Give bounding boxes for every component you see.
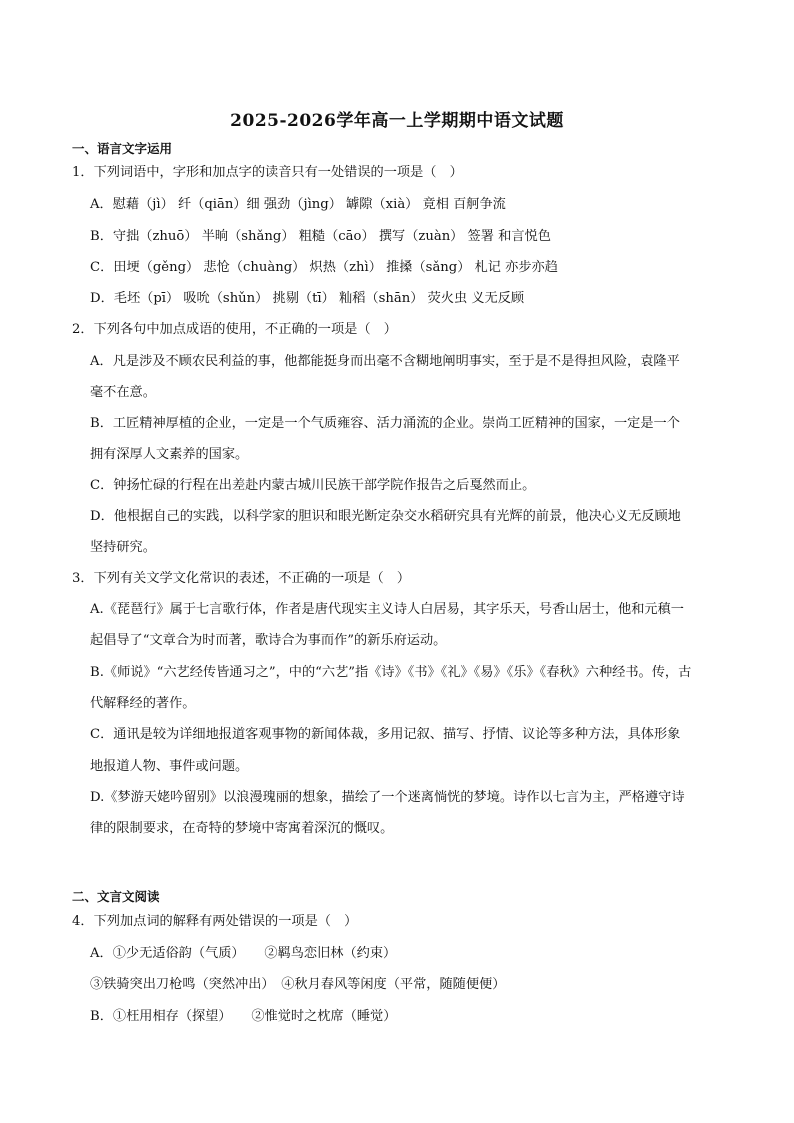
question-3-option-d: D.《梦游天姥吟留别》以浪漫瑰丽的想象，描绘了一个迷离惝恍的梦境。诗作以七言为主，严格遵守诗 bbox=[90, 790, 685, 805]
question-3-option-b: B.《师说》“六艺经传皆通习之”，中的“六艺”指《诗》《书》《礼》《易》《乐》《春秋》六种经书。传，古 bbox=[90, 665, 692, 680]
question-3-option-c-cont: 地报道人物、事件或问题。 bbox=[90, 759, 249, 774]
question-4-stem: 4．下列加点词的解释有两处错误的一项是（ ） bbox=[72, 914, 358, 929]
question-1-option-b: B．守拙（zhuō） 半晌（shǎng） 粗糙（cāo） 撰写（zuàn） 签署 和言悦色 bbox=[90, 229, 551, 244]
question-2-option-d-cont: 坚持研究。 bbox=[90, 540, 156, 555]
question-1-option-a: A．慰藉（jì） 纤（qiān）细 强劲（jìng） 罅隙（xià） 竟相 百舸争流 bbox=[90, 197, 506, 212]
question-2-option-b: B．工匠精神厚植的企业，一定是一个气质雍容、活力涌流的企业。崇尚工匠精神的国家，一定是一个 bbox=[90, 416, 680, 431]
question-2-option-b-cont: 拥有深厚人文素养的国家。 bbox=[90, 447, 249, 462]
question-2-stem: 2．下列各句中加点成语的使用，不正确的一项是（ ） bbox=[72, 322, 397, 337]
section-heading-language-use: 一、语言文字运用 bbox=[72, 141, 173, 156]
question-3-option-d-cont: 律的限制要求，在奇特的梦境中寄寓着深沉的慨叹。 bbox=[90, 821, 394, 836]
question-3-option-a-cont: 起倡导了“文章合为时而著，歌诗合为事而作”的新乐府运动。 bbox=[90, 633, 447, 648]
question-3-option-a: A.《琵琶行》属于七言歌行体，作者是唐代现实主义诗人白居易，其字乐天，号香山居士，他和元稹一 bbox=[90, 602, 684, 617]
section-heading-classical-reading: 二、文言文阅读 bbox=[72, 889, 160, 904]
page-title: 2025-2026学年高一上学期期中语文试题 bbox=[230, 111, 564, 131]
question-4-option-a: A．①少无适俗韵（气质） ②羁鸟恋旧林（约束） bbox=[90, 946, 397, 961]
question-3-stem: 3．下列有关文学文化常识的表述，不正确的一项是（ ） bbox=[72, 571, 411, 586]
question-2-option-c: C．钟扬忙碌的行程在出差赴内蒙古城川民族干部学院作报告之后戛然而止。 bbox=[90, 478, 536, 493]
question-1-option-c: C．田埂（gěng） 悲怆（chuàng） 炽热（zhì） 推搡（sǎng） 札记 亦步亦趋 bbox=[90, 260, 558, 275]
question-3-option-b-cont: 代解释经的著作。 bbox=[90, 696, 196, 711]
question-1-stem: 1．下列词语中，字形和加点字的读音只有一处错误的一项是（ ） bbox=[72, 165, 463, 180]
question-3-option-c: C．通讯是较为详细地报道客观事物的新闻体裁，多用记叙、描写、抒情、议论等多种方法，具体形象 bbox=[90, 727, 681, 742]
question-4-option-b: B．①枉用相存（探望） ②惟觉时之枕席（睡觉） bbox=[90, 1009, 397, 1024]
question-2-option-d: D．他根据自己的实践，以科学家的胆识和眼光断定杂交水稻研究具有光辉的前景，他决心义无反顾地 bbox=[90, 509, 681, 524]
question-4-option-a-cont: ③铁骑突出刀枪鸣（突然冲出） ④秋月春风等闲度（平常，随随便便） bbox=[90, 977, 506, 992]
question-1-option-d: D．毛坯（pī） 吸吮（shǔn） 挑剔（tī） 籼稻（shān） 荧火虫 义无反顾 bbox=[90, 291, 525, 306]
question-2-option-a-cont: 毫不在意。 bbox=[90, 385, 156, 400]
question-2-option-a: A．凡是涉及不顾农民利益的事，他都能挺身而出毫不含糊地阐明事实，至于是不是得担风险，袁隆平 bbox=[90, 354, 680, 369]
